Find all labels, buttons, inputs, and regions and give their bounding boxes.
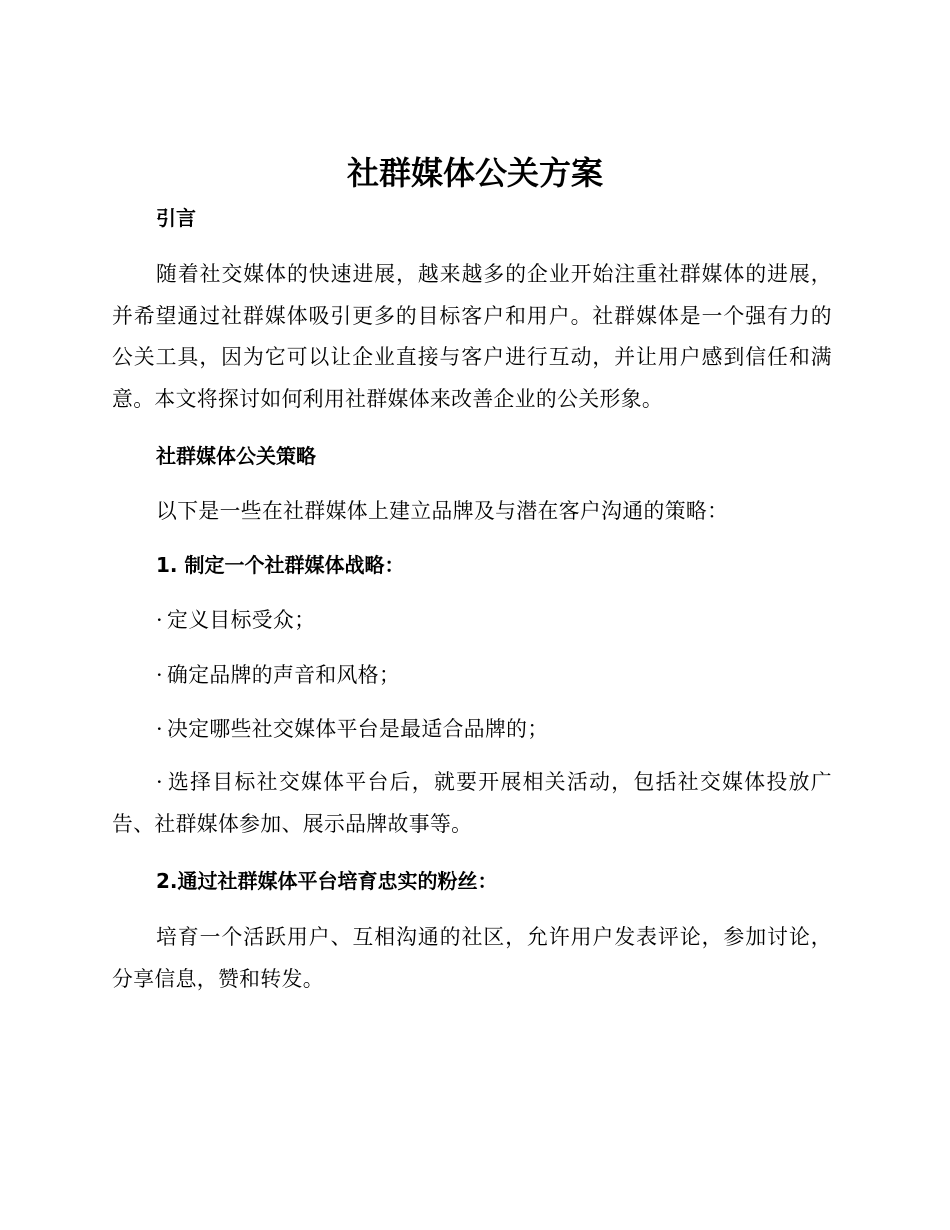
bullet-text: 定义目标受众； <box>167 608 316 632</box>
section1-heading: 1. 制定一个社群媒体战略： <box>156 553 405 577</box>
bullet-text: 选择目标社交媒体平台后，就要开展相关活动，包括社交媒体投放广告、社群媒体参加、展示品牌故事等。 <box>112 770 832 836</box>
list-item <box>112 762 832 845</box>
page-title: 社群媒体公关方案 <box>346 154 603 192</box>
intro-paragraph: 随着社交媒体的快速进展，越来越多的企业开始注重社群媒体的进展，并希望通过社群媒体吸引更多的目标客户和用户。社群媒体是一个强有力的公关工具，因为它可以让企业直接与客户进行互动，并让用户感到信任和满意。本文将探讨如何利用社群媒体来改善企业的公关形象。 <box>112 262 832 411</box>
section2-heading: 2.通过社群媒体平台培育忠实的粉丝： <box>156 869 498 893</box>
bullet-marker: · <box>156 663 164 687</box>
intro-heading: 引言 <box>156 206 196 230</box>
bullet-text: 确定品牌的声音和风格； <box>167 663 401 687</box>
list-item <box>156 605 315 635</box>
strategy-intro: 以下是一些在社群媒体上建立品牌及与潜在客户沟通的策略： <box>156 499 729 523</box>
bullet-marker: · <box>156 608 164 632</box>
strategy-heading: 社群媒体公关策略 <box>156 444 316 468</box>
list-item <box>156 660 400 690</box>
list-item <box>156 714 549 744</box>
bullet-text: 决定哪些社交媒体平台是最适合品牌的； <box>167 717 549 741</box>
bullet-marker: · <box>156 717 164 741</box>
section2-paragraph: 培育一个活跃用户、互相沟通的社区，允许用户发表评论，参加讨论，分享信息，赞和转发。 <box>112 925 832 991</box>
bullet-marker: · <box>156 770 164 794</box>
